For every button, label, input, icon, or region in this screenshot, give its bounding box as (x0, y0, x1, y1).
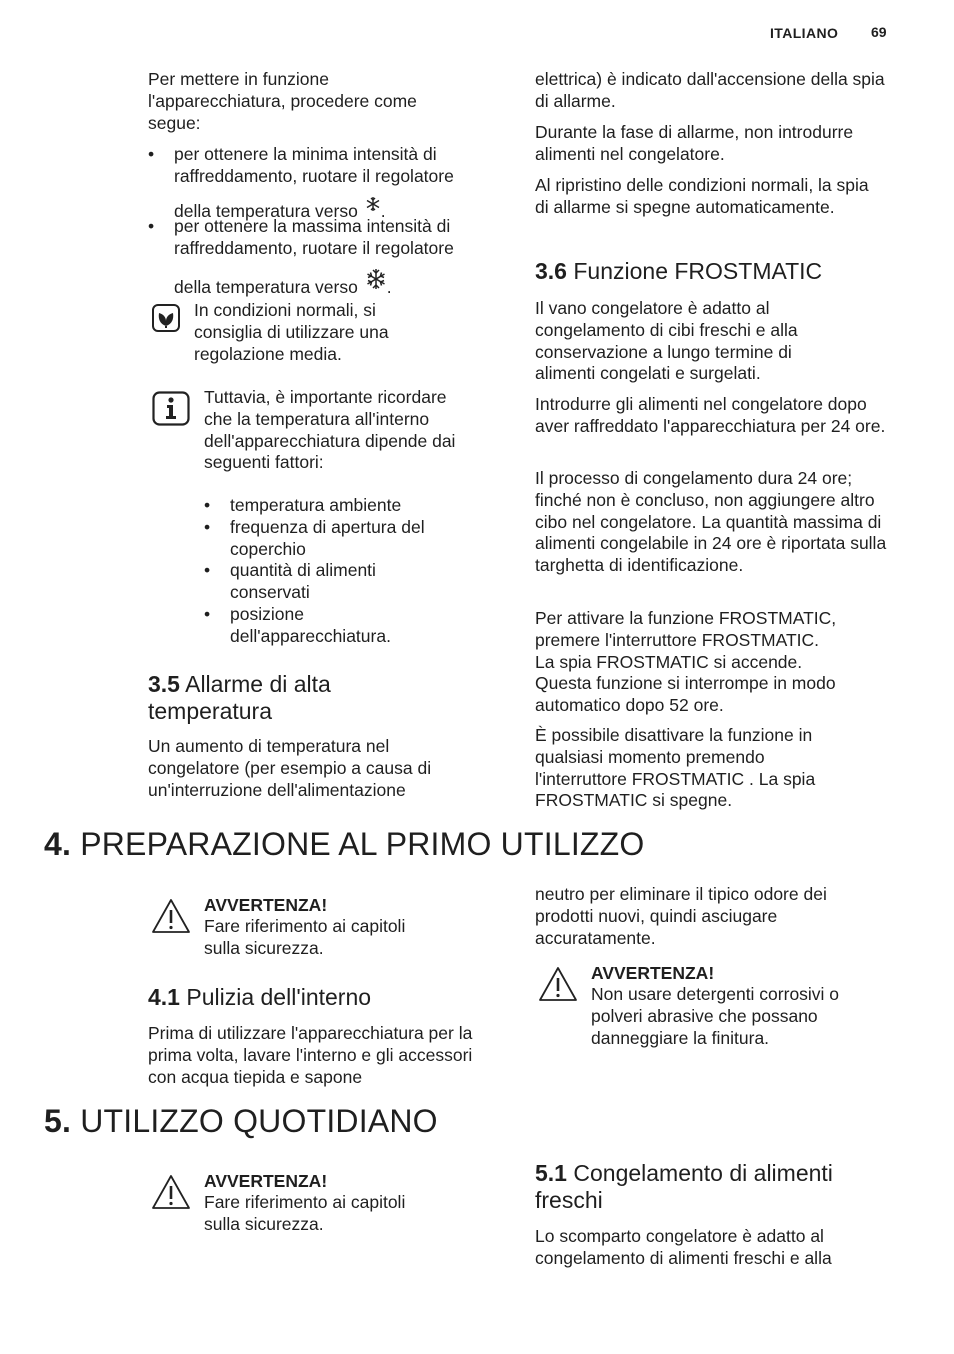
intro-text: Per mettere in funzione l'apparecchiatura, procedere come segue: (148, 69, 417, 133)
frostmatic-text-1: Il vano congelatore è adatto al congelamento di cibi freschi e alla conservazione a lungo termine di alimenti congelati e surgelati. (535, 298, 798, 384)
factors-list (204, 495, 474, 648)
alarm-reset-text: Al ripristino delle condizioni normali, la spia di allarme si spegne automaticamente. (535, 175, 869, 217)
alarm-warning-text: Durante la fase di allarme, non introdurre alimenti nel congelatore. (535, 122, 854, 164)
alarm-text: elettrica) è indicato dall'accensione della spia di allarme. (535, 69, 885, 111)
list-item: • frequenza di apertura del coperchio (204, 517, 460, 561)
page-number: 69 (871, 24, 887, 40)
eco-icon (152, 304, 180, 332)
frostmatic-activation (535, 608, 895, 717)
list-item: • per ottenere la massima intensità di raffreddamento, ruotare il regolatore della temperatura verso . (148, 216, 498, 298)
section-4-1-heading: 4.1 Pulizia dell'interno (148, 984, 372, 1010)
frostmatic-light-text: La spia FROSTMATIC si accende. (535, 651, 803, 672)
warning-text: Fare riferimento ai capitoli sulla sicurezza. (204, 1192, 406, 1234)
warning-box-ch5-left (204, 1170, 464, 1236)
warning-title: AVVERTENZA! (204, 895, 328, 915)
section-4-1-text: Prima di utilizzare l'apparecchiatura per la prima volta, lavare l'interno e gli accessori con acqua tiepida e sapone (148, 1023, 473, 1087)
info-icon (152, 391, 190, 427)
frostmatic-text-2: Introdurre gli alimenti nel congelatore dopo aver raffreddato l'apparecchiatura per 24 ore. (535, 394, 886, 436)
warning-icon (151, 1174, 191, 1210)
frostmatic-text-5: È possibile disattivare la funzione in qualsiasi momento premendo l'interruttore FROSTMATIC . La spia FROSTMATIC si spegne. (535, 725, 816, 811)
regulator-bullets (148, 144, 498, 299)
list-item: • posizione dell'apparecchiatura. (204, 604, 430, 648)
warning-title: AVVERTENZA! (204, 1171, 328, 1191)
warning-text: Fare riferimento ai capitoli sulla sicurezza. (204, 916, 406, 958)
header-language: ITALIANO (770, 25, 839, 41)
snowflake-small-icon (365, 195, 381, 213)
section-3-5-text: Un aumento di temperatura nel congelatore (per esempio a causa di un'interruzione dell'alimentazione (148, 736, 432, 800)
warning-icon (151, 898, 191, 934)
chapter-4-heading: 4. PREPARAZIONE AL PRIMO UTILIZZO (44, 826, 645, 862)
warning-title: AVVERTENZA! (591, 963, 715, 983)
chapter-5-heading: 5. UTILIZZO QUOTIDIANO (44, 1103, 438, 1139)
section-3-6-heading: 3.6 Funzione FROSTMATIC (535, 258, 823, 284)
frostmatic-auto-off-text: Questa funzione si interrompe in modo automatico dopo 52 ore. (535, 673, 836, 716)
section-3-5-heading: 3.5 Allarme di alta temperatura (148, 671, 331, 724)
section-5-1-text: Lo scomparto congelatore è adatto al congelamento di alimenti freschi e alla (535, 1226, 832, 1268)
section-5-1-heading: 5.1 Congelamento di alimenti freschi (535, 1160, 833, 1213)
list-item: • per ottenere la minima intensità di raffreddamento, ruotare il regolatore della temperatura verso . (148, 144, 498, 222)
warning-box-ch4-right (591, 962, 861, 1049)
list-item: • quantità di alimenti conservati (204, 560, 430, 604)
cleaning-continued-text: neutro per eliminare il tipico odore dei prodotti nuovi, quindi asciugare accuratamente. (535, 884, 827, 948)
info-note-text: Tuttavia, è importante ricordare che la temperatura all'interno dell'apparecchiatura dipende dai seguenti fattori: (204, 387, 456, 473)
frostmatic-text-3: Il processo di congelamento dura 24 ore; finché non è concluso, non aggiungere altro cibo nel congelatore. La quantità massima di alimenti congelabile in 24 ore è riportata sulla targhetta di identificazione. (535, 468, 887, 576)
frostmatic-activate-text: Per attivare la funzione FROSTMATIC, premere l'interruttore FROSTMATIC. (535, 608, 837, 650)
warning-icon (538, 966, 578, 1002)
warning-box-ch4-left (204, 894, 464, 960)
eco-note-text: In condizioni normali, si consiglia di utilizzare una regolazione media. (194, 300, 389, 364)
list-item: • temperatura ambiente (204, 495, 474, 517)
snowflake-large-icon (365, 267, 387, 291)
warning-text: Non usare detergenti corrosivi o polveri abrasive che possano danneggiare la finitura. (591, 984, 840, 1048)
